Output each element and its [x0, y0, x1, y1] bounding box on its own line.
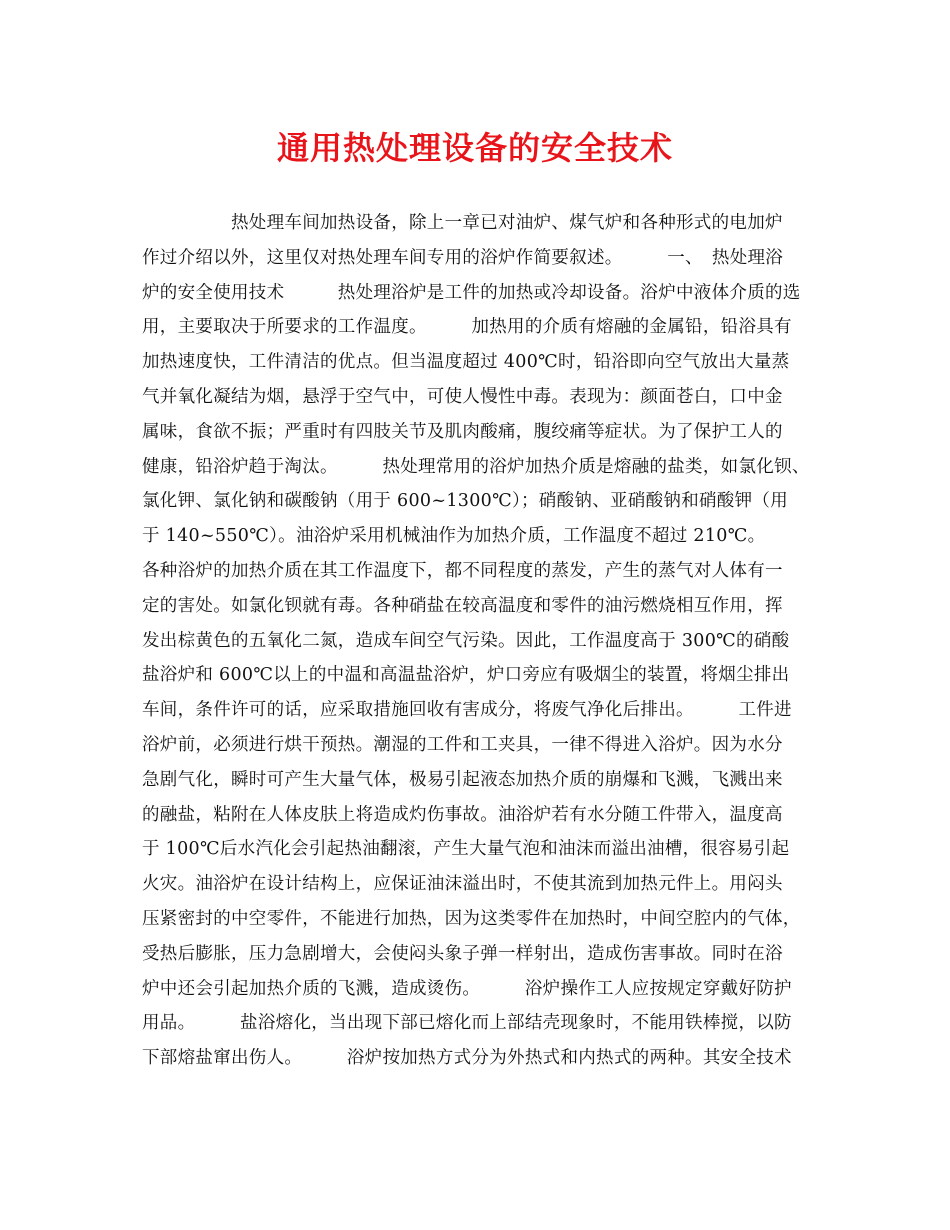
- body-line: 氯化钾、氯化钠和碳酸钠（用于 600~1300℃）；硝酸钠、亚硝酸钠和硝酸钾（用: [142, 491, 788, 512]
- body-line: 气并氧化凝结为烟，悬浮于空气中，可使人慢性中毒。表现为：颜面苍白，口中金: [142, 386, 783, 407]
- body-line: 作过介绍以外，这里仅对热处理车间专用的浴炉作简要叙述。 一、 热处理浴: [142, 247, 784, 268]
- body-line: 于 140~550℃）。油浴炉采用机械油作为加热介质，工作温度不超过 210℃。: [142, 526, 766, 547]
- body-line: 压紧密封的中空零件，不能进行加热，因为这类零件在加热时，中间空腔内的气体，: [142, 908, 801, 929]
- body-line: 发出棕黄色的五氧化二氮，造成车间空气污染。因此，工作温度高于 300℃的硝酸: [142, 630, 790, 651]
- body-line: 健康，铅浴炉趋于淘汰。 热处理常用的浴炉加热介质是熔融的盐类，如氯化钡、: [142, 456, 810, 477]
- body-line: 用，主要取决于所要求的工作温度。 加热用的介质有熔融的金属铅，铅浴具有: [142, 317, 792, 338]
- body-line: 的融盐，粘附在人体皮肤上将造成灼伤事故。油浴炉若有水分随工件带入，温度高: [142, 804, 783, 825]
- body-line: 急剧气化，瞬时可产生大量气体，极易引起液态加热介质的崩爆和飞溅，飞溅出来: [142, 769, 783, 790]
- body-line: 于 100℃后水汽化会引起热油翻滚，产生大量气泡和油沫而溢出油槽，很容易引起: [142, 839, 790, 860]
- body-line: 加热速度快，工件清洁的优点。但当温度超过 400℃时，铅浴即向空气放出大量蒸: [142, 352, 790, 373]
- body-line: 盐浴炉和 600℃以上的中温和高温盐浴炉，炉口旁应有吸烟尘的装置，将烟尘排出: [142, 665, 790, 686]
- body-line: 定的害处。如氯化钡就有毒。各种硝盐在较高温度和零件的油污燃烧相互作用，挥: [142, 595, 783, 616]
- body-line: 炉中还会引起加热介质的飞溅，造成烫伤。 浴炉操作工人应按规定穿戴好防护: [142, 978, 792, 999]
- body-line: 浴炉前，必须进行烘干预热。潮湿的工件和工夹具，一律不得进入浴炉。因为水分: [142, 734, 783, 755]
- body-line: 炉的安全使用技术 热处理浴炉是工件的加热或冷却设备。浴炉中液体介质的选: [142, 282, 801, 303]
- body-line: 热处理车间加热设备，除上一章已对油炉、煤气炉和各种形式的电加炉: [142, 213, 783, 233]
- body-line: 用品。 盐浴熔化，当出现下部已熔化而上部结壳现象时，不能用铁棒搅，以防: [142, 1013, 792, 1034]
- body-line: 各种浴炉的加热介质在其工作温度下，都不同程度的蒸发，产生的蒸气对人体有一: [142, 560, 783, 581]
- body-line: 下部熔盐窜出伤人。 浴炉按加热方式分为外热式和内热式的两种。其安全技术: [142, 1048, 792, 1069]
- body-line: 受热后膨胀，压力急剧增大，会使闷头象子弹一样射出，造成伤害事故。同时在浴: [142, 943, 783, 964]
- body-line: 属味，食欲不振；严重时有四肢关节及肌肉酸痛，腹绞痛等症状。为了保护工人的: [142, 421, 783, 442]
- document-title: 通用热处理设备的安全技术: [276, 129, 673, 167]
- body-line: 车间，条件许可的话，应采取措施回收有害成分，将废气净化后排出。 工件进: [142, 700, 792, 721]
- body-line: 火灾。油浴炉在设计结构上，应保证油沫溢出时，不使其流到加热元件上。用闷头: [142, 874, 783, 895]
- document-body: [142, 206, 822, 1076]
